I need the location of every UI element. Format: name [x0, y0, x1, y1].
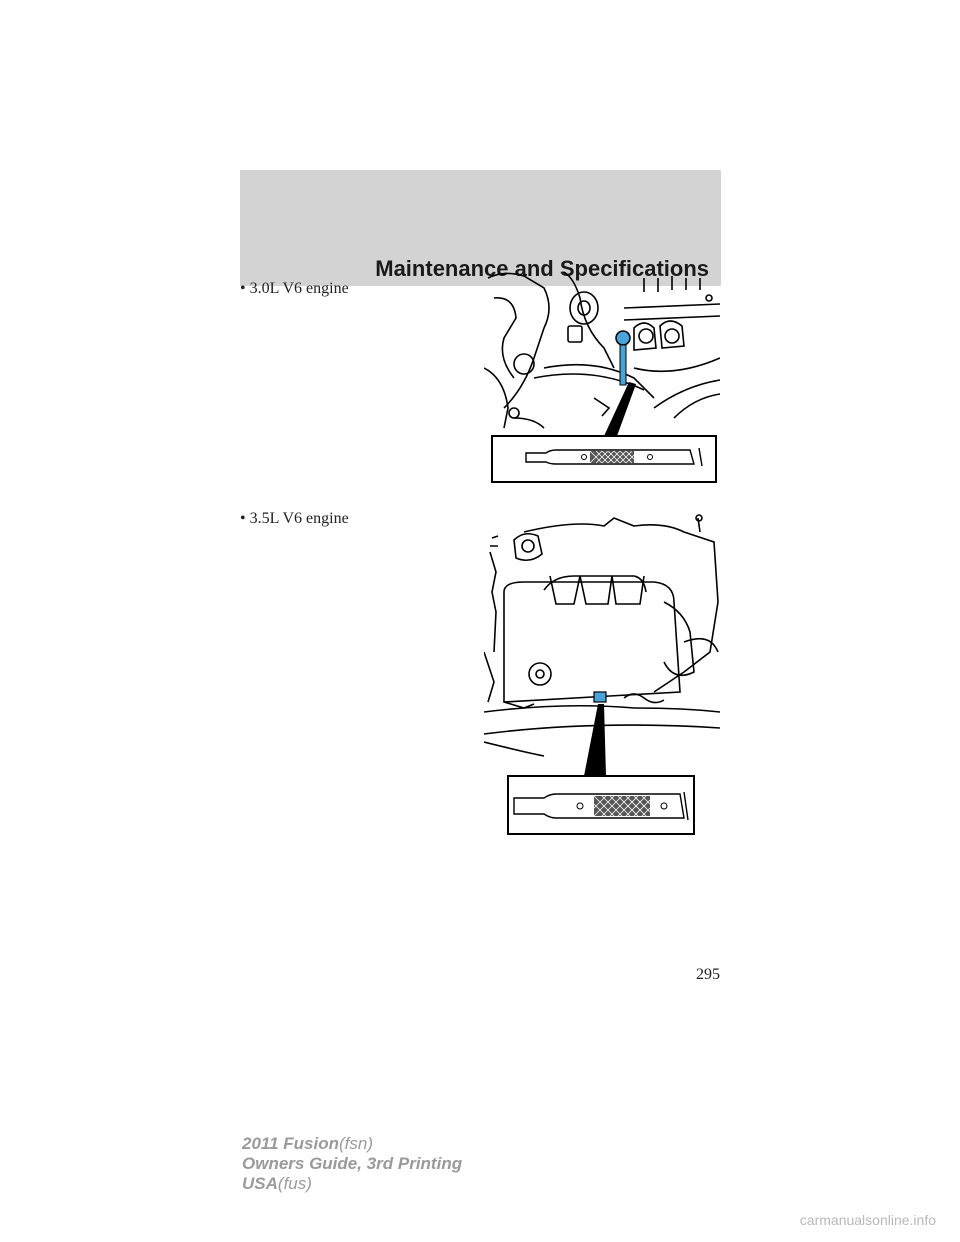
footer-market-code: (fus) — [277, 1174, 312, 1193]
footer-line-3 — [242, 1174, 462, 1194]
dipstick-handle-marker — [616, 331, 630, 345]
bullet-item-3-0l — [240, 280, 349, 298]
dipstick-tube-marker — [620, 345, 626, 385]
engine-bay-linework — [484, 272, 720, 428]
bullet-dot: • — [240, 280, 246, 297]
engine-3-0l-illustration — [484, 268, 720, 486]
footer-model-code: (fsn) — [339, 1134, 373, 1153]
bullet-item-3-5l — [240, 510, 349, 528]
bullet-label: 3.0L V6 engine — [249, 280, 349, 297]
section-title: Maintenance and Specifications — [375, 256, 709, 281]
watermark-text: carmanualsonline.info — [799, 1212, 936, 1228]
callout-pointer — [584, 704, 606, 776]
footer-model: 2011 Fusion — [242, 1134, 339, 1153]
page-number: 295 — [696, 966, 720, 983]
footer-line-1 — [242, 1134, 462, 1154]
dipstick-handle-marker — [594, 692, 606, 702]
engine-3-5l-illustration — [484, 512, 720, 838]
bullet-dot: • — [240, 510, 246, 527]
document-footer — [242, 1134, 462, 1194]
footer-market: USA — [242, 1174, 278, 1193]
footer-line-2: Owners Guide, 3rd Printing — [242, 1154, 463, 1173]
bullet-label: 3.5L V6 engine — [249, 510, 349, 527]
